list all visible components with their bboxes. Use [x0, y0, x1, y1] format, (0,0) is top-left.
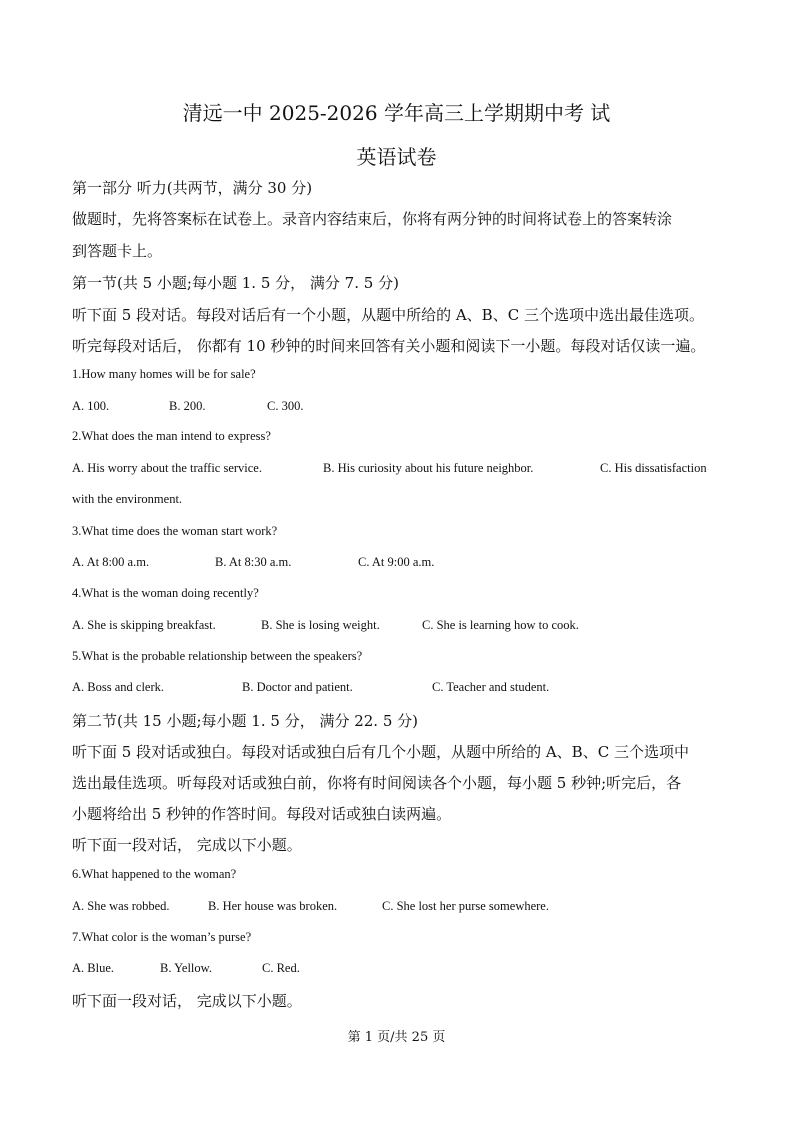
question-1-option-a: A. 100. [72, 399, 110, 413]
question-2-option-b: B. His curiosity about his future neighbor. [323, 461, 534, 475]
section2-instruction-line1: 听下面 5 段对话或独白。每段对话或独白后有几个小题，从题中所给的 A、B、C 三个选项中 [72, 743, 689, 761]
question-2-option-c: C. His dissatisfaction [600, 461, 707, 475]
section1-instruction-line2: 听完每段对话后， 你都有 10 秒钟的时间来回答有关小题和阅读下一小题。每段对话仅读一遍。 [72, 337, 706, 355]
page-number: 第 1 页/共 25 页 [347, 1030, 446, 1045]
question-2-option-a: A. His worry about the traffic service. [72, 461, 262, 475]
question-3-option-c: C. At 9:00 a.m. [358, 555, 435, 569]
question-3-stem: 3.What time does the woman start work? [72, 524, 278, 538]
question-7-option-b: B. Yellow. [160, 961, 212, 975]
exam-title: 清远一中 2025-2026 学年高三上学期期中考 试 [182, 101, 611, 125]
question-4-stem: 4.What is the woman doing recently? [72, 586, 259, 600]
question-5-option-b: B. Doctor and patient. [242, 680, 353, 694]
question-4-option-c: C. She is learning how to cook. [422, 618, 579, 632]
question-6-stem: 6.What happened to the woman? [72, 867, 237, 881]
listen-prompt: 听下面一段对话， 完成以下小题。 [72, 992, 302, 1010]
question-4-option-a: A. She is skipping breakfast. [72, 618, 216, 632]
question-7-option-c: C. Red. [262, 961, 300, 975]
question-1-option-b: B. 200. [169, 399, 206, 413]
question-5-stem: 5.What is the probable relationship between the speakers? [72, 649, 363, 663]
section1-heading: 第一节(共 5 小题;每小题 1. 5 分， 满分 7. 5 分) [72, 274, 399, 292]
section1-instruction-line1: 听下面 5 段对话。每段对话后有一个小题，从题中所给的 A、B、C 三个选项中选出最佳选项。 [72, 306, 704, 324]
section2-instruction-line3: 小题将给出 5 秒钟的作答时间。每段对话或独白读两遍。 [72, 805, 452, 823]
exam-subtitle: 英语试卷 [356, 145, 437, 169]
question-6-option-a: A. She was robbed. [72, 899, 170, 913]
question-7-stem: 7.What color is the woman’s purse? [72, 930, 252, 944]
question-5-option-c: C. Teacher and student. [432, 680, 550, 694]
question-7-option-a: A. Blue. [72, 961, 115, 975]
question-2-stem: 2.What does the man intend to express? [72, 429, 271, 443]
listen-prompt: 听下面一段对话， 完成以下小题。 [72, 836, 302, 854]
part1-instruction-line1: 做题时，先将答案标在试卷上。录音内容结束后，你将有两分钟的时间将试卷上的答案转涂 [72, 210, 673, 228]
part1-heading: 第一部分 听力(共两节，满分 30 分) [72, 179, 313, 197]
question-3-option-a: A. At 8:00 a.m. [72, 555, 150, 569]
question-6-option-c: C. She lost her purse somewhere. [382, 899, 549, 913]
question-4-option-b: B. She is losing weight. [261, 618, 380, 632]
section2-heading: 第二节(共 15 小题;每小题 1. 5 分， 满分 22. 5 分) [72, 712, 419, 730]
question-5-option-a: A. Boss and clerk. [72, 680, 164, 694]
question-3-option-b: B. At 8:30 a.m. [215, 555, 292, 569]
question-1-stem: 1.How many homes will be for sale? [72, 367, 256, 381]
section2-instruction-line2: 选出最佳选项。听每段对话或独白前，你将有时间阅读各个小题，每小题 5 秒钟;听完后，各 [72, 774, 682, 792]
part1-instruction-line2: 到答题卡上。 [72, 242, 163, 260]
question-2-option-c-continued: with the environment. [72, 492, 183, 506]
question-1-option-c: C. 300. [267, 399, 304, 413]
question-6-option-b: B. Her house was broken. [208, 899, 338, 913]
